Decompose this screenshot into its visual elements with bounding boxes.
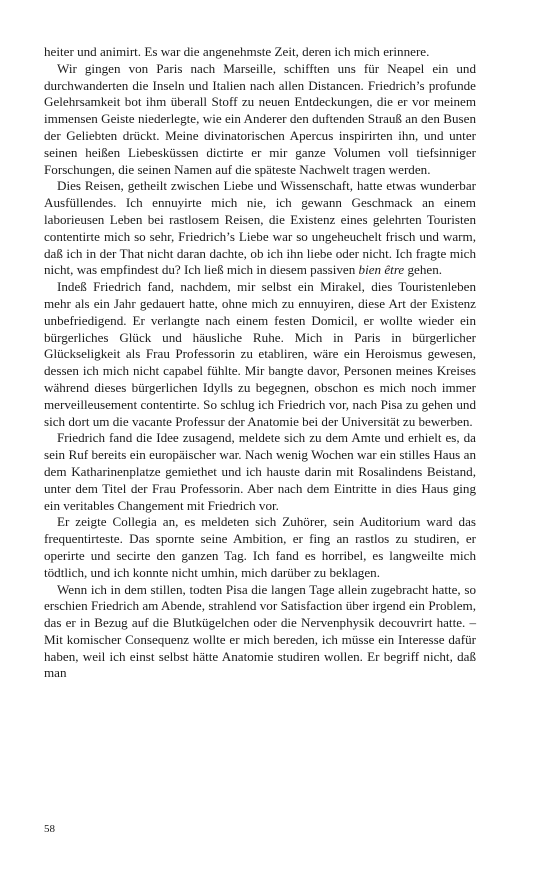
paragraph-5: Friedrich fand die Idee zusagend, meldete sich zu dem Amte und erhielt es, da sein Ruf bereits ein europäischer war. Nach wenig Wochen war ein stilles Haus an dem Katharinenplatze gemiethet und ich hauste darin mit Rosalindens Beistand, unter dem Titel der Frau Professorin. Aber nach dem Eintritte in dies Haus ging ein veritables Changement mit Friedrich vor. — [44, 430, 476, 513]
paragraph-6: Er zeigte Collegia an, es meldeten sich Zuhörer, sein Auditorium ward das frequentirteste. Das spornte seine Ambition, er fing an rastlos zu studiren, er operirte und secirte den ganzen Tag. Ich fand es horribel, es langweilte mich tödtlich, und ich konnte nicht umhin, mich darüber zu beklagen. — [44, 514, 476, 580]
paragraph-7: Wenn ich in dem stillen, todten Pisa die langen Tage allein zugebracht hatte, so erschien Friedrich am Abende, strahlend vor Satisfaction über irgend ein Problem, das er in Bezug auf die Blutkügelchen oder die Nervenphysik decouvrirt hatte. – Mit komischer Consequenz wollte er mich bereden, ich müsse ein Interesse dafür haben, weil ich einst selbst hätte Anatomie studiren wollen. Er begriff nicht, daß man — [44, 581, 476, 681]
italic-phrase: bien être — [358, 262, 405, 278]
paragraph-3 — [44, 178, 476, 279]
paragraph-3-end: gehen. — [404, 262, 443, 278]
page-number: 58 — [44, 823, 55, 835]
page-body — [44, 44, 476, 682]
paragraph-4: Indeß Friedrich fand, nachdem, mir selbst ein Mirakel, dies Touristenleben mehr als ein Jahr gedauert hatte, ohne mich zu ennuyiren, diese Art der Existenz unbefriedigend. Er verlangte nach einem festen Domicil, er wollte wieder ein bürgerliches Glück und häusliche Ruhe. Mich in Paris in bürgerlicher Glückseligkeit als Frau Professorin zu etabliren, wäre ein Heroismus gewesen, dessen ich mich nicht capabel fühlte. Mir bangte davor, Personen meines Kreises während dieses bürgerlichen Idylls zu begegnen, obschon es mich noch immer merveilleusement contentirte. So schlug ich Friedrich vor, nach Pisa zu gehen und sich dort um die vacante Professur der Anatomie bei der Universität zu bewerben. — [44, 279, 476, 429]
paragraph-3-text: Dies Reisen, getheilt zwischen Liebe und Wissenschaft, hatte etwas wunderbar Ausfüllendes. Ich ennuyirte mich nie, ich gewann Geschmack an einem laborieusen Leben bei rastlosem Reisen, die Existenz eines gelehrten Touristen contentirte mich so sehr, Friedrich’s Liebe war so ungeheuchelt frisch und warm, daß ich in der That nicht daran dachte, ob ich ihn liebe oder nicht. Ich fragte mich nicht, was empfindest du? Ich ließ mich in diesem passiven — [44, 178, 476, 278]
paragraph-1: heiter und animirt. Es war die angenehmste Zeit, deren ich mich erinnere. — [44, 44, 430, 59]
paragraph-2: Wir gingen von Paris nach Marseille, schifften uns für Neapel ein und durchwanderten die Inseln und Italien nach allen Distancen. Friedrich’s profunde Gelehrsamkeit bot ihm überall Stoff zu neuen Entdeckungen, die er vor meinem immensen Geiste niederlegte, wie ein Anderer den duftenden Strauß an den Busen der Geliebten drückt. Meine divinatorischen Apercus inspirirten ihn, und unter seinen heißen Liebesküssen dictirte er mir ganze Volumen voll tiefsinniger Forschungen, die seinen Namen auf die späteste Nachwelt tragen werden. — [44, 60, 476, 177]
